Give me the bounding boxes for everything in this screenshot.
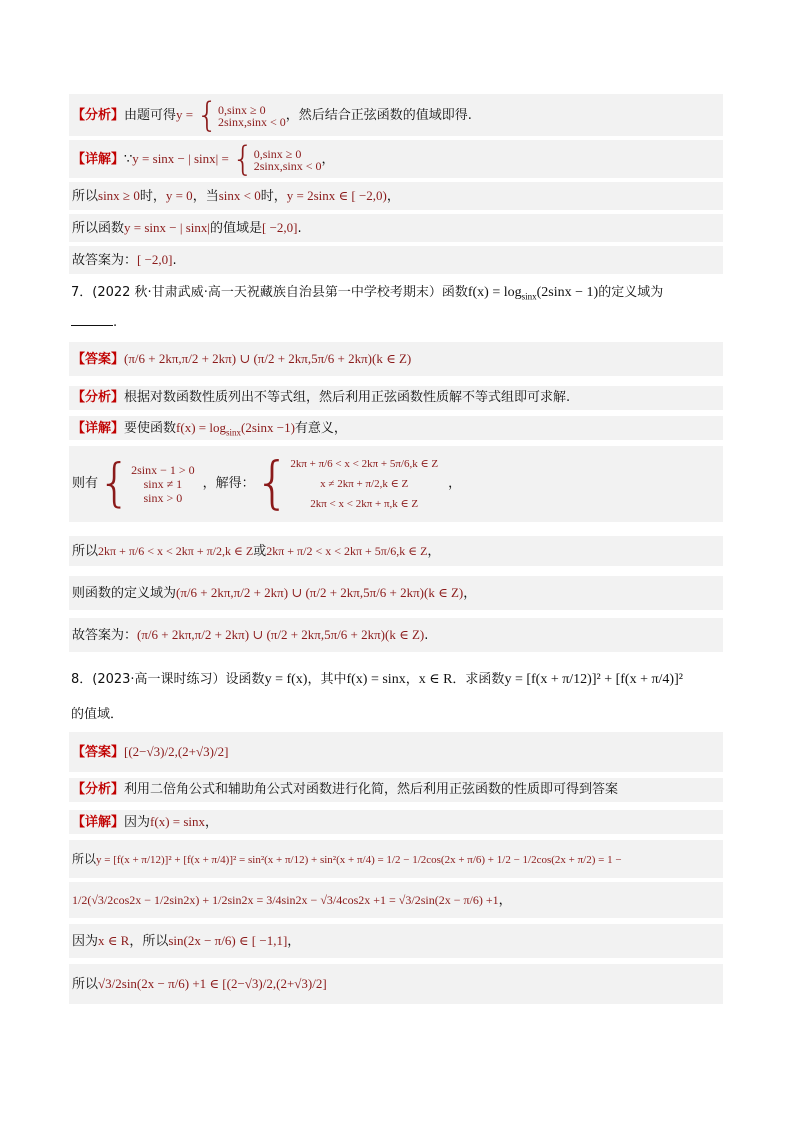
math-expr: y = [f(x + π/12)]² + [f(x + π/4)]²	[504, 672, 683, 687]
text: 因为	[72, 934, 99, 949]
text: ，解得：	[202, 476, 255, 491]
math-expr: sinx ≥ 0	[98, 188, 140, 203]
case-line: sinx ≠ 1	[143, 476, 183, 491]
math-expr: (π/6 + 2kπ,π/2 + 2kπ) ∪ (π/2 + 2kπ,5π/6 + 2kπ)(k ∈ Z)	[124, 351, 412, 366]
case-line: x ≠ 2kπ + π/2,k ∈ Z	[320, 477, 409, 490]
detail-text: 有意义，	[294, 421, 347, 436]
analysis-label: 【分析】	[72, 390, 125, 405]
solution-line	[69, 246, 723, 274]
detail-label: 【详解】	[72, 421, 125, 436]
math-expr: y = [f(x + π/12)]² + [f(x + π/4)]² = sin²(x + π/12) + sin²(x + π/4) = 1/2 − 1/2cos(2x + π/6) + 1/2 − 1/2cos(2x + π/2) = 1 −	[96, 854, 622, 866]
question-8-line-2	[71, 704, 723, 726]
inequality-system	[69, 446, 723, 522]
text: .	[172, 253, 177, 268]
analysis-block-6	[69, 94, 723, 136]
question-text: ，	[405, 672, 419, 687]
detail-text: ∵	[124, 152, 133, 167]
text: ，所以	[129, 934, 169, 949]
case-line: 2sinx,sinx < 0	[218, 114, 286, 129]
math-expr: [ −2,0]	[262, 220, 298, 235]
question-text: ，其中	[307, 672, 347, 687]
math-expr: f(x) = log	[467, 285, 522, 300]
solution-line	[69, 182, 723, 210]
math-expr: f(x) = log	[176, 420, 226, 435]
case-line: 0,sinx ≥ 0	[253, 146, 302, 161]
analysis-text: 根据对数函数性质列出不等式组，然后利用正弦函数性质解不等式组即可求解.	[124, 390, 571, 405]
math-expr: x ∈ R	[418, 672, 453, 687]
math-expr: y = sinx − | sinx| =	[132, 151, 233, 166]
math-expr: f(x) = sinx	[150, 814, 206, 829]
text: 则函数的定义域为	[72, 586, 177, 601]
math-expr: [ −2,0]	[137, 252, 173, 267]
case-line: 2sinx,sinx < 0	[253, 158, 322, 173]
case-system	[254, 148, 322, 172]
detail-text: ，	[205, 815, 219, 830]
case-system	[131, 463, 195, 505]
question-8	[71, 666, 723, 694]
detail-block-8	[69, 810, 723, 834]
detail-label: 【详解】	[72, 152, 125, 167]
text: ，	[386, 189, 400, 204]
text: 所以	[72, 189, 99, 204]
text: 故答案为：	[72, 628, 138, 643]
solution-line	[69, 214, 723, 242]
math-expr: 1/2(√3/2cos2x − 1/2sin2x) + 1/2sin2x = 3/4sin2x − √3/4cos2x +1 = √3/2sin(2x − π/6) +1	[72, 893, 499, 907]
detail-block-6	[69, 140, 723, 178]
math-expr: (2sinx −1)	[240, 420, 295, 435]
text: 所以函数	[72, 221, 125, 236]
detail-label: 【详解】	[72, 815, 125, 830]
text: 所以	[72, 852, 97, 866]
answer-blank	[71, 313, 113, 326]
question-text: .	[113, 315, 118, 330]
text: 故答案为：	[72, 253, 138, 268]
math-expr: (π/6 + 2kπ,π/2 + 2kπ) ∪ (π/2 + 2kπ,5π/6 + 2kπ)(k ∈ Z)	[176, 585, 464, 600]
math-expr: sin(2x − π/6) ∈ [ −1,1]	[168, 933, 288, 948]
detail-text: ，	[321, 152, 335, 167]
case-system	[290, 454, 438, 514]
math-expr: y = 0	[165, 188, 193, 203]
text: 时，	[260, 189, 287, 204]
analysis-text: 由题可得	[124, 108, 177, 123]
case-line: 2kπ + π/6 < x < 2kπ + 5π/6,k ∈ Z	[290, 457, 439, 470]
question-text: 8．(2023·高一课时练习）设函数	[71, 672, 265, 687]
solution-line	[69, 618, 723, 652]
case-line: sinx > 0	[143, 490, 183, 505]
question-text: 7．(2022 秋·甘肃武威·高一天祝藏族自治县第一中学校考期末）函数	[71, 285, 468, 300]
math-expr: y = sinx − | sinx|	[124, 220, 210, 235]
question-text: ．求函数	[452, 672, 505, 687]
text: 的值域是	[209, 221, 262, 236]
solution-line	[69, 576, 723, 610]
text: .	[297, 221, 302, 236]
math-expr: [(2−√3)/2,(2+√3)/2]	[124, 744, 229, 759]
answer-label: 【答案】	[72, 352, 125, 367]
text: 所以	[72, 977, 99, 992]
math-expr: y = 2sinx ∈ [ −2,0)	[286, 188, 387, 203]
question-text: 的值域．	[71, 707, 124, 722]
question-7	[71, 282, 723, 308]
text: ，	[463, 586, 477, 601]
brace: {	[254, 450, 291, 516]
math-subscript: sinx	[225, 427, 241, 438]
text: ，当	[192, 189, 219, 204]
solution-line	[69, 924, 723, 958]
analysis-label: 【分析】	[72, 108, 125, 123]
answer-block-7	[69, 342, 723, 376]
solution-line	[69, 840, 723, 878]
math-expr: (π/6 + 2kπ,π/2 + 2kπ) ∪ (π/2 + 2kπ,5π/6 + 2kπ)(k ∈ Z)	[137, 627, 425, 642]
text: ，	[287, 934, 301, 949]
text: 则有	[72, 476, 99, 491]
solution-line	[69, 964, 723, 1004]
math-expr: √3/2sin(2x − π/6) +1 ∈ [(2−√3)/2,(2+√3)/2]	[98, 976, 327, 991]
math-expr: x ∈ R	[98, 933, 130, 948]
math-subscript: sinx	[521, 291, 537, 302]
question-text: 的定义域为	[598, 285, 664, 300]
answer-label: 【答案】	[72, 745, 125, 760]
math-expr: y = f(x)	[264, 672, 308, 687]
text: ，	[448, 476, 462, 491]
detail-block-7	[69, 416, 723, 440]
text: 所以	[72, 544, 99, 559]
math-expr: y =	[176, 107, 197, 122]
math-expr: 2kπ + π/2 < x < 2kπ + 5π/6,k ∈ Z	[266, 544, 428, 558]
case-line: 2sinx − 1 > 0	[131, 462, 195, 477]
brace: {	[98, 453, 132, 514]
solution-line	[69, 882, 723, 918]
answer-block-8	[69, 732, 723, 772]
brace: {	[196, 95, 219, 136]
text: .	[424, 628, 429, 643]
analysis-label: 【分析】	[72, 782, 125, 797]
text: 或	[253, 544, 267, 559]
solution-line	[69, 536, 723, 566]
math-expr: 2kπ + π/6 < x < 2kπ + π/2,k ∈ Z	[98, 544, 254, 558]
analysis-block-7	[69, 386, 723, 410]
detail-text: 要使函数	[124, 421, 177, 436]
analysis-text: ，然后结合正弦函数的值域即得.	[285, 108, 472, 123]
analysis-text: 利用二倍角公式和辅助角公式对函数进行化简，然后利用正弦函数的性质即可得到答案	[124, 782, 619, 797]
text: ，	[427, 544, 441, 559]
text: ，	[498, 893, 512, 908]
math-expr: sinx < 0	[218, 188, 261, 203]
case-line: 2kπ < x < 2kπ + π,k ∈ Z	[310, 497, 419, 510]
case-system	[218, 104, 286, 128]
detail-text: 因为	[124, 815, 151, 830]
text: 时，	[139, 189, 166, 204]
math-expr: (2sinx − 1)	[536, 285, 599, 300]
analysis-block-8	[69, 778, 723, 802]
question-7-blank-line	[71, 312, 723, 334]
brace: {	[232, 139, 254, 180]
case-line: 0,sinx ≥ 0	[218, 102, 266, 117]
math-expr: f(x) = sinx	[346, 672, 406, 687]
